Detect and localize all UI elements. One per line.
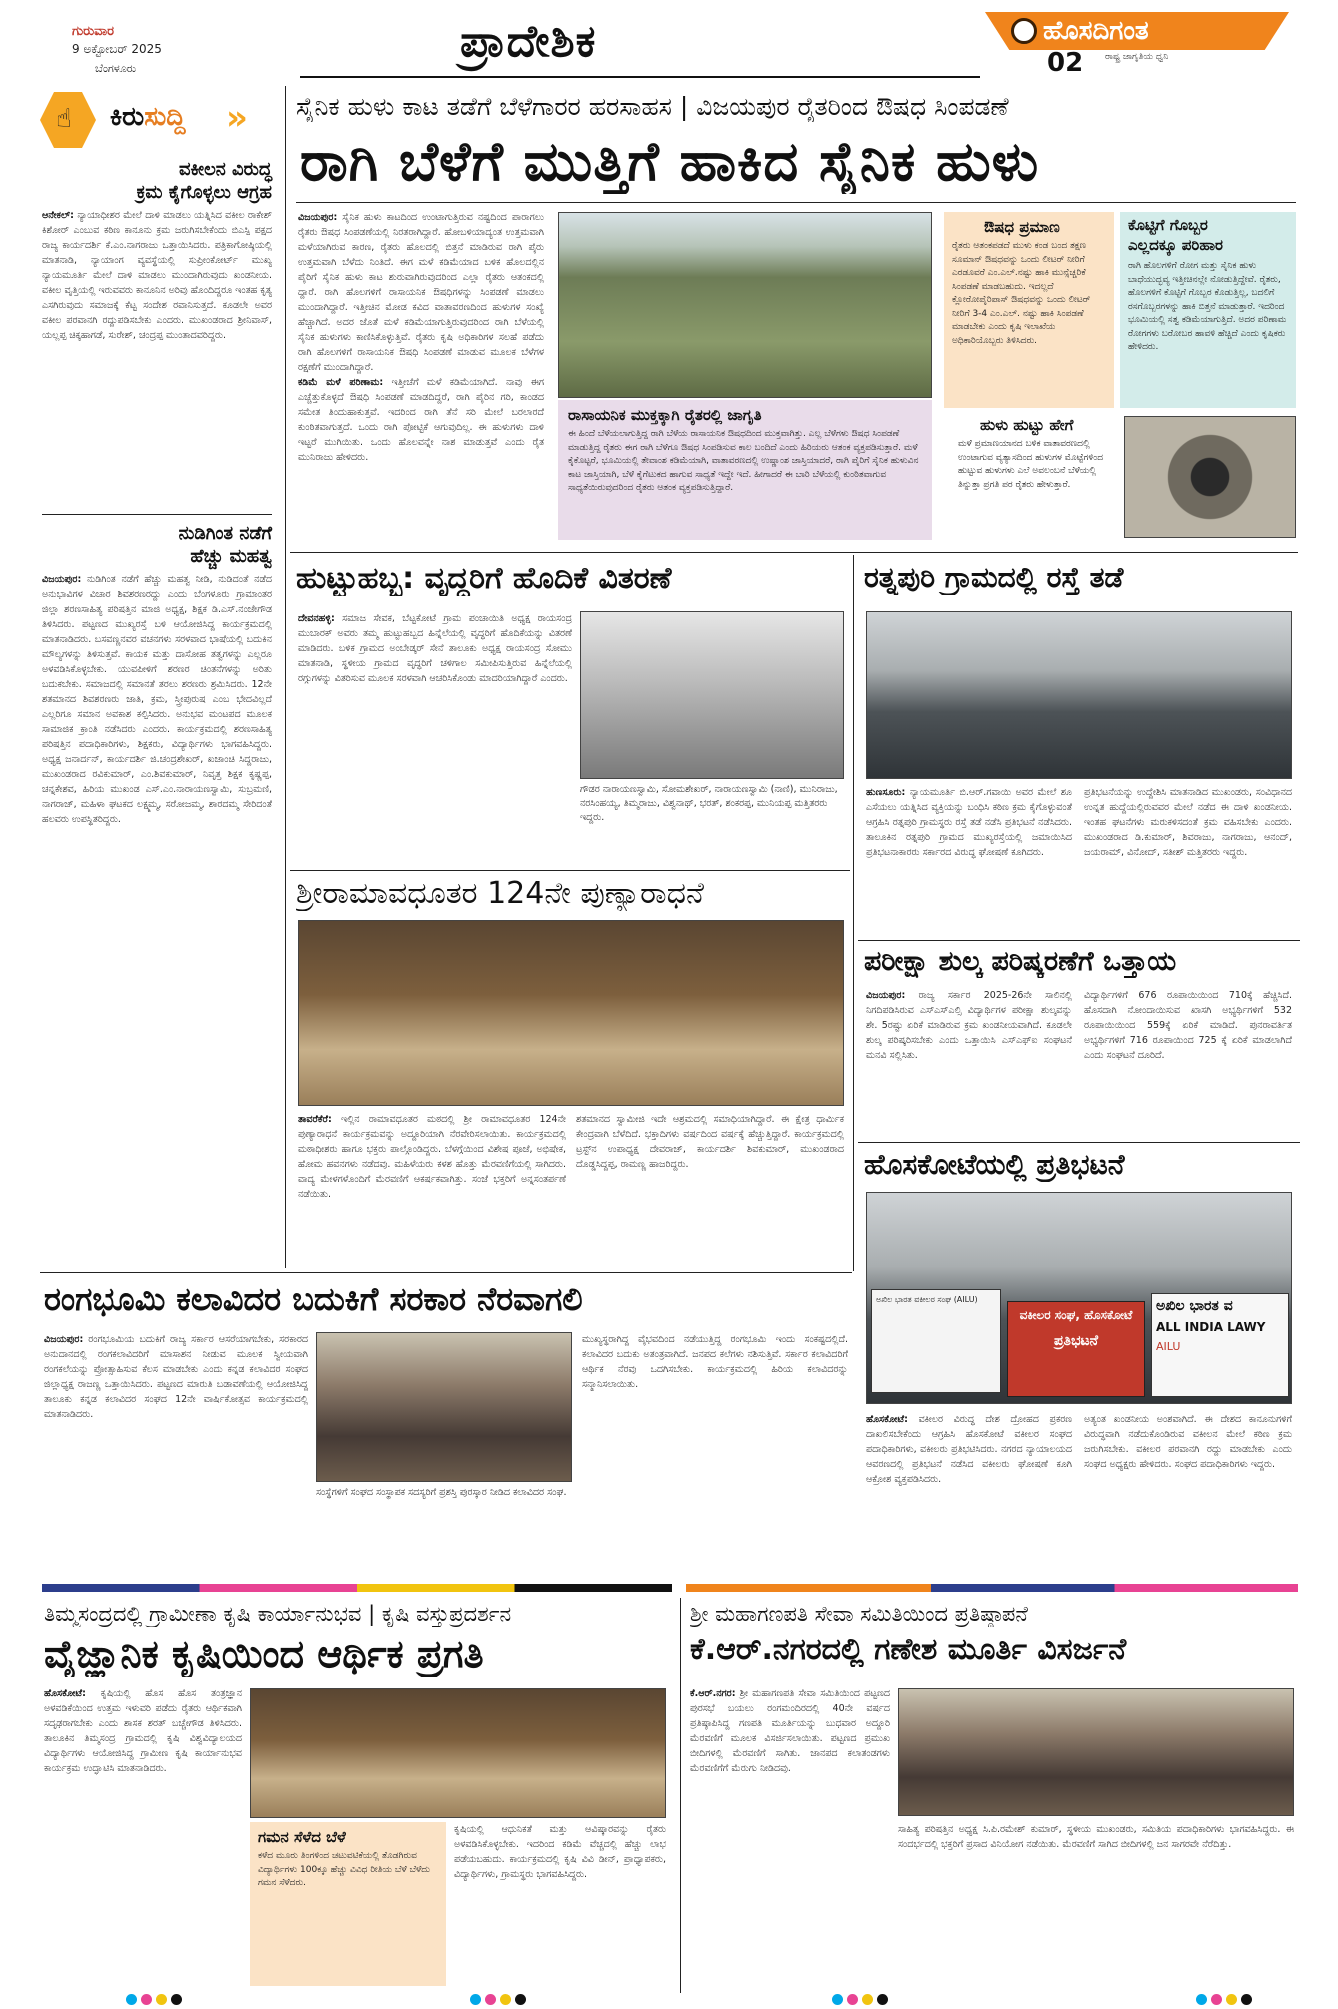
registration-dots-2 — [470, 1994, 526, 2005]
ratnapuri-photo — [866, 611, 1292, 779]
box-compensation-title-2: ಎಲ್ಲದಕ್ಕೂ ಪರಿಹಾರ — [1128, 236, 1223, 254]
brief1-dateline: ಆನೇಕಲ್: — [42, 210, 74, 221]
ganesha-body-2: ಸಾಹಿತ್ಯ ಪರಿಷತ್ತಿನ ಅಧ್ಯಕ್ಷ ಸಿ.ಪಿ.ರಮೇಶ್ ಕುಮಾರ್, ಸ್ಥಳೀಯ ಮುಖಂಡರು, ಸಮಿತಿಯ ಪದಾಧಿಕಾರಿಗಳು ಭಾಗವಹಿಸಿದ್ದರು. ಈ ಸಂದರ್ಭದಲ್ಲಿ ಭಕ್ತರಿಗೆ ಪ್ರಸಾದ ವಿನಿಯೋಗ ನಡೆಯಿತು. ಮೆರವಣಿಗೆ ಸಾಗಿದ ಬೀದಿಗಳಲ್ಲಿ ಜನ ಸಾಗರವೇ ನೆರೆದಿತ್ತು. — [898, 1824, 1294, 1850]
lead-body — [298, 210, 544, 544]
hoskote-banner-6-text: AILU — [1156, 1340, 1181, 1353]
exam-body — [866, 988, 1072, 1134]
farming-body — [44, 1686, 242, 1986]
sriramava-body — [298, 1112, 566, 1264]
dot-magenta — [847, 1994, 858, 2005]
hoskote-dateline: ಹೊಸಕೋಟೆ: — [866, 1414, 908, 1425]
box-medicine — [944, 212, 1114, 408]
dot-cyan — [1196, 1994, 1207, 2005]
hoskote-banner-5-text: ALL INDIA LAWY — [1156, 1320, 1266, 1334]
lead-dateline: ವಿಜಯಪುರ: — [298, 212, 338, 223]
exam-headline: ಪರೀಕ್ಷಾ ಶುಲ್ಕ ಪರಿಷ್ಕರಣೆಗೆ ಒತ್ತಾಯ — [864, 946, 1177, 977]
lead-photo-worm — [1124, 416, 1296, 538]
hoskote-rule-top — [858, 1142, 1300, 1143]
hoskote-banner-1-text: ಅಖಿಲ ಭಾರತ ವಕೀಲರ ಸಂಘ (AILU) — [876, 1295, 978, 1304]
brief1-headline-line2: ಕ್ರಮ ಕೈಗೊಳ್ಳಲು ಆಗ್ರಹ — [136, 182, 272, 203]
lead-story — [290, 86, 1300, 550]
brief1-headline — [40, 158, 272, 204]
dot-magenta — [1211, 1994, 1222, 2005]
blanket-body — [298, 611, 572, 861]
lifecycle-title: ಹುಳು ಹುಟ್ಟು ಹೇಗೆ — [980, 416, 1074, 434]
dot-black — [515, 1994, 526, 2005]
colour-strip-left — [42, 1584, 672, 1592]
dot-cyan — [832, 1994, 843, 2005]
chevron-right-icon: » — [226, 98, 248, 138]
sriramava-body-2: ಶತಮಾನದ ಸ್ವಾಮೀಜಿ ಇದೇ ಆಶ್ರಮದಲ್ಲಿ ಸಮಾಧಿಯಾಗಿದ್ದಾರೆ. ಈ ಕ್ಷೇತ್ರ ಧಾರ್ಮಿಕ ಕೇಂದ್ರವಾಗಿ ಬೆಳೆದಿದೆ. ಭಕ್ತಾದಿಗಳು ವರ್ಷದಿಂದ ವರ್ಷಕ್ಕೆ ಹೆಚ್ಚುತ್ತಿದ್ದಾರೆ. ಕಾರ್ಯಕ್ರಮದಲ್ಲಿ ಟ್ರಸ್ಟ್‌ನ ಉಪಾಧ್ಯಕ್ಷ ದೇವರಾಜ್, ಕಾರ್ಯದರ್ಶಿ ಶಿವಕುಮಾರ್, ಮುಖಂಡರಾದ ದೊಡ್ಡಸಿದ್ದಪ್ಪ, ರಾಮಣ್ಣ ಹಾಜರಿದ್ದರು. — [576, 1114, 844, 1170]
dot-magenta — [141, 1994, 152, 2005]
ratnapuri-body-2: ಪ್ರತಿಭಟನೆಯನ್ನು ಉದ್ದೇಶಿಸಿ ಮಾತನಾಡಿದ ಮುಖಂಡರು, ಸಂವಿಧಾನದ ಉನ್ನತ ಹುದ್ದೆಯಲ್ಲಿರುವವರ ಮೇಲೆ ನಡೆದ ಈ ದಾಳಿ ಖಂಡನೀಯ. ಇಂತಹ ಘಟನೆಗಳು ಮರುಕಳಿಸದಂತೆ ಕ್ರಮ ವಹಿಸಬೇಕು ಎಂದರು. ಮುಖಂಡರಾದ ಡಿ.ಕುಮಾರ್, ಶಿವರಾಜು, ನಾಗರಾಜು, ಆನಂದ್, ಜಯರಾಮ್, ವಿನೋದ್, ಸತೀಶ್ ಮತ್ತಿತರರು ಇದ್ದರು. — [1084, 787, 1292, 858]
date-label: 9 ಅಕ್ಟೋಬರ್ 2025 — [72, 42, 162, 56]
theatre-photo — [316, 1332, 572, 1482]
ratnapuri-body — [866, 785, 1072, 925]
brand-name: ಹೊಸದಿಗಂತ — [1043, 16, 1149, 46]
story-exam — [858, 940, 1300, 1140]
ratnapuri-text: ನ್ಯಾಯಮೂರ್ತಿ ಬಿ.ಆರ್.ಗವಾಯಿ ಅವರ ಮೇಲೆ ಶೂ ಎಸೆಯಲು ಯತ್ನಿಸಿದ ವ್ಯಕ್ತಿಯನ್ನು ಬಂಧಿಸಿ ಕಠಿಣ ಕ್ರಮ ಕೈಗೊಳ್ಳುವಂತೆ ಆಗ್ರಹಿಸಿ ರತ್ನಪುರಿ ಗ್ರಾಮಸ್ಥರು ರಸ್ತೆ ತಡೆ ನಡೆಸಿ ಪ್ರತಿಭಟನೆ ನಡೆಸಿದರು. ತಾಲೂಕಿನ ರತ್ನಪುರಿ ಗ್ರಾಮದ ಮುಖ್ಯರಸ್ತೆಯಲ್ಲಿ ಜಮಾಯಿಸಿದ ಪ್ರತಿಭಟನಾಕಾರರು ಸರ್ಕಾರದ ವಿರುದ್ಧ ಘೋಷಣೆ ಕೂಗಿದರು. — [866, 787, 1072, 858]
dot-yellow — [1226, 1994, 1237, 2005]
farming-photo — [250, 1688, 666, 1818]
brief2-headline-line2: ಹೆಚ್ಚು ಮಹತ್ವ — [190, 546, 272, 567]
dot-black — [877, 1994, 888, 2005]
ganesha-kicker: ಶ್ರೀ ಮಹಾಗಣಪತಿ ಸೇವಾ ಸಮಿತಿಯಿಂದ ಪ್ರತಿಷ್ಠಾಪನೆ — [690, 1602, 1028, 1626]
page-number: 02 — [1047, 48, 1084, 78]
brand-tagline: ರಾಷ್ಟ್ರ ಜಾಗೃತಿಯ ಧ್ವನಿ — [1105, 52, 1169, 62]
lifecycle-text: ಮಳೆ ಪ್ರಮಾಣಯಾನದ ಬಳಿಕ ವಾತಾವರಣದಲ್ಲಿ ಉಂಟಾಗುವ ವ್ಯತ್ಯಾಸದಿಂದ ಹುಳುಗಳ ಮೊಟ್ಟೆಗಳಿಂದ ಹುಟ್ಟುವ ಹುಳುಗಳು ಎಲೆ ಅವಲಂಬನೆ ಬೆಳೆಯಲ್ಲಿ ತಿನ್ನುತ್ತಾ ಪ್ರಗತಿ ಪರ ರೈತರು ಹೇಳುತ್ತಾರೆ. — [958, 439, 1104, 490]
rule-after-lead — [290, 552, 1298, 553]
thumbs-up-hand-icon: ☝ — [56, 104, 72, 134]
colour-strip-right — [686, 1584, 1298, 1592]
kirusuddi-label-b: ಸುದ್ದಿ — [144, 102, 186, 132]
registration-dots-4 — [1196, 1994, 1252, 2005]
brief2-headline-line1: ನುಡಿಗಿಂತ ನಡೆಗೆ — [178, 523, 272, 544]
story-ratnapuri — [858, 555, 1300, 935]
registration-dots-1 — [126, 1994, 182, 2005]
dot-yellow — [500, 1994, 511, 2005]
lead-headline: ರಾಗಿ ಬೆಳೆಗೆ ಮುತ್ತಿಗೆ ಹಾಕಿದ ಸೈನಿಕ ಹುಳು — [300, 130, 1040, 193]
brief1-headline-line1: ವಕೀಲನ ವಿರುದ್ಧ — [178, 159, 272, 180]
story-blanket — [290, 555, 850, 867]
ganesha-body — [690, 1686, 890, 1986]
farming-headline: ವೈಜ್ಞಾನಿಕ ಕೃಷಿಯಿಂದ ಆರ್ಥಿಕ ಪ್ರಗತಿ — [44, 1632, 484, 1676]
farming-box — [250, 1822, 446, 1986]
hoskote-headline: ಹೊಸಕೋಟೆಯಲ್ಲಿ ಪ್ರತಿಭಟನೆ — [864, 1148, 1125, 1181]
kirusuddi-label — [110, 102, 185, 133]
registration-dots-3 — [832, 1994, 888, 2005]
hoskote-banner-2-text: ವಕೀಲರ ಸಂಘ, ಹೊಸಕೋಟೆ — [1019, 1308, 1133, 1322]
story-farming — [40, 1598, 672, 1993]
hoskote-banner-1 — [871, 1289, 1001, 1393]
lead-text: ಸೈನಿಕ ಹುಳು ಕಾಟದಿಂದ ಉಂಟಾಗುತ್ತಿರುವ ನಷ್ಟದಿಂದ ಪಾರಾಗಲು ರೈತರು ಔಷಧ ಸಿಂಪಡಣೆಯಲ್ಲಿ ನಿರತರಾಗಿದ್ದಾರೆ. ಹೋಬಳಿಯಾದ್ಯಂತ ಉತ್ತಮವಾಗಿ ಮಳೆಯಾಗಿರುವ ಕಾರಣ, ರೈತರು ಹೊಲದಲ್ಲಿ ಬಿತ್ತನೆ ಮಾಡಿರುವ ರಾಗಿ ಪೈರು ಉತ್ತಮವಾಗಿ ಬೆಳೆದು ನಿಂತಿದೆ. ಈಗ ಮಳೆ ಕಡಿಮೆಯಾದ ಬಳಿಕ ಹೊಲದಲ್ಲಿನ ಪೈರಿಗೆ ಸೈನಿಕ ಹುಳು ಕಾಟ ಶುರುವಾಗಿರುವುದರಿಂದ ಎಲ್ಲಾ ರೈತರು ಆತಂಕದಲ್ಲಿ ದ್ದಾರೆ. ರಾಗಿ ಹೊಲಗಳಿಗೆ ರಾಸಾಯನಿಕ ಔಷಧಿಗಳನ್ನು ಸಿಂಪಡಣೆ ಮಾಡಲು ಮುಂದಾಗಿದ್ದಾರೆ. ಇತ್ತೀಚಿನ ಮೋಡ ಕವಿದ ವಾತಾವರಣದಿಂದ ಹುಳುಗಳ ಸಂಖ್ಯೆ ಹೆಚ್ಚಾಗಿದೆ. ಅದರ ಜೊತೆ ಮಳೆ ಕಡಿಮೆಯಾಗುತ್ತಿರುವುದರಿಂದ ರಾಗಿ ಬೆಳೆಯಲ್ಲಿ ಸೈನಿಕ ಹುಳುಗಳು ಕಾಣಿಸಿಕೊಳ್ಳುತ್ತಿವೆ. ರೈತರು ಕೃಷಿ ಅಧಿಕಾರಿಗಳ ಸಲಹೆ ಪಡೆದು ರಾಗಿ ಹೊಲಗಳಿಗೆ ರಾಸಾಯನಿಕ ಔಷಧಿ ಸಿಂಪಡಣೆ ಮಾಡುವ ಮೂಲಕ ಬೆಳೆಗಳ ರಕ್ಷಣೆಗೆ ಮುಂದಾಗಿದ್ದಾರೆ. — [298, 212, 544, 373]
box-compensation-title-1: ಕೊಟ್ಟಿಗೆ ಗೊಬ್ಬರ — [1128, 216, 1208, 234]
theatre-text: ರಂಗಭೂಮಿಯ ಬದುಕಿಗೆ ರಾಜ್ಯ ಸರ್ಕಾರ ಆಸರೆಯಾಗಬೇಕು, ಸರಕಾರದ ಅನುದಾನದಲ್ಲಿ ರಂಗಕಲಾವಿದರಿಗೆ ಮಾಸಾಶನ ನೀಡುವ ಮೂಲಕ ಸ್ವೀಯವಾಗಿ ರಂಗಕಲೆಯನ್ನು ಪ್ರೋತ್ಸಾಹಿಸುವ ಕೆಲಸ ಮಾಡಬೇಕು ಎಂದು ಕನ್ನಡ ಕಲಾವಿದರ ಸಂಘದ ಜಿಲ್ಲಾಧ್ಯಕ್ಷ ರಾಜಣ್ಣ ಒತ್ತಾಯಿಸಿದರು. ಪಟ್ಟಣದ ಮಾರುತಿ ಬಡಾವಣೆಯಲ್ಲಿ ಆಯೋಜಿಸಿದ್ದ ತಾಲೂಕು ಕನ್ನಡ ಕಲಾವಿದರ ಸಂಘದ 12ನೇ ವಾರ್ಷಿಕೋತ್ಸವ ಕಾರ್ಯಕ್ರಮದಲ್ಲಿ ಮಾತನಾಡಿದರು. — [44, 1334, 308, 1420]
story-hoskote — [858, 1142, 1300, 1597]
story-ganesha — [686, 1598, 1300, 1993]
box-compensation — [1120, 212, 1296, 408]
brand-block — [985, 8, 1289, 78]
theatre-dateline: ವಿಜಯಪುರ: — [44, 1334, 84, 1345]
brief-separator — [42, 514, 272, 515]
sriramava-rule-top — [290, 870, 850, 871]
hoskote-banner-4-text: ಅಖಿಲ ಭಾರತ ವ — [1156, 1298, 1233, 1314]
brief2-body — [42, 572, 272, 1260]
ganesha-text: ಶ್ರೀ ಮಹಾಗಣಪತಿ ಸೇವಾ ಸಮಿತಿಯಿಂದ ಪಟ್ಟಣದ ಪುರಸಭೆ ಬಯಲು ರಂಗಮಂದಿರದಲ್ಲಿ 40ನೇ ವರ್ಷದ ಪ್ರತಿಷ್ಠಾಪಿಸಿದ್ದ ಗಣಪತಿ ಮೂರ್ತಿಯನ್ನು ಬುಧವಾರ ಅದ್ದೂರಿ ಮೆರವಣಿಗೆ ಮೂಲಕ ವಿಸರ್ಜಿಸಲಾಯಿತು. ಪಟ್ಟಣದ ಪ್ರಮುಖ ಬೀದಿಗಳಲ್ಲಿ ಮೆರವಣಿಗೆ ಸಾಗಿತು. ಜಾನಪದ ಕಲಾತಂಡಗಳು ಮೆರವಣಿಗೆಗೆ ಮೆರುಗು ನೀಡಿದವು. — [690, 1688, 890, 1774]
dot-magenta — [485, 1994, 496, 2005]
lead-photo-caption-box — [558, 400, 932, 540]
brief2-text: ನುಡಿಗಿಂತ ನಡೆಗೆ ಹೆಚ್ಚು ಮಹತ್ವ ನೀಡಿ, ನುಡಿದಂತೆ ನಡೆದ ಅನುಭಾವಿಗಳ ವಿಚಾರ ಶಿವಶರಣರದ್ದು ಎಂದು ಬೆಂಗಳೂರು ಗ್ರಾಮಾಂತರ ಜಿಲ್ಲಾ ಶರಣಸಾಹಿತ್ಯ ಪರಿಷತ್ತಿನ ಮಾಜಿ ಅಧ್ಯಕ್ಷ, ಶಿಕ್ಷಕ ಡಿ.ಎಸ್.ನಂಜೇಗೌಡ ತಿಳಿಸಿದರು. ಪಟ್ಟಣದ ಮುಖ್ಯರಸ್ತೆ ಬಳಿ ಆಯೋಜಿಸಿದ್ದ ಕಾರ್ಯಕ್ರಮದಲ್ಲಿ ಮಾತನಾಡಿದರು. ಬಸವಣ್ಣನವರ ವಚನಗಳು ಸರಳವಾದ ಭಾಷೆಯಲ್ಲಿ ಬದುಕಿನ ಮೌಲ್ಯಗಳನ್ನು ತಿಳಿಸುತ್ತವೆ. ಕಾಯಕ ಮತ್ತು ದಾಸೋಹ ತತ್ವಗಳನ್ನು ಎಲ್ಲರೂ ಅಳವಡಿಸಿಕೊಳ್ಳಬೇಕು. ಯುವಪೀಳಿಗೆ ಶರಣರ ಚಿಂತನೆಗಳನ್ನು ಅರಿತು ಬದುಕಬೇಕು. ಸಮಾಜದಲ್ಲಿ ಸಮಾನತೆ ತರಲು ಶರಣರು ಶ್ರಮಿಸಿದರು. 12ನೇ ಶತಮಾನದ ಶಿವಶರಣರು ಜಾತಿ, ಕ್ರಮ, ಸ್ತ್ರೀಪುರುಷ ಎಂಬ ಭೇದವಿಲ್ಲದೆ ಎಲ್ಲರಿಗೂ ಸಮಾನ ಅವಕಾಶ ಕಲ್ಪಿಸಿದರು. ಅನುಭವ ಮಂಟಪದ ಮೂಲಕ ಸಾಮಾಜಿಕ ಕ್ರಾಂತಿ ನಡೆಸಿದರು ಎಂದರು. ಕಾರ್ಯಕ್ರಮದಲ್ಲಿ ಶರಣಸಾಹಿತ್ಯ ಪರಿಷತ್ತಿನ ಪದಾಧಿಕಾರಿಗಳು, ಶಿಕ್ಷಕರು, ವಿದ್ಯಾರ್ಥಿಗಳು ಭಾಗವಹಿಸಿದ್ದರು. ಅಧ್ಯಕ್ಷ ಜನಾರ್ದನ್, ಕಾರ್ಯದರ್ಶಿ ಜಿ.ಚಂದ್ರಶೇಖರ್, ಖಜಾಂಚಿ ಸಿದ್ದರಾಜು, ಮುಖಂಡರಾದ ರವಿಕುಮಾರ್, ಎಂ.ಶಿವಕುಮಾರ್, ನಿವೃತ್ತ ಶಿಕ್ಷಕ ಕೃಷ್ಣಪ್ಪ, ಚನ್ನಕೇಶವ, ಹಿರಿಯ ಮುಖಂಡ ಎಸ್.ಎಂ.ನಾರಾಯಣಸ್ವಾಮಿ, ಸುಬ್ರಮಣಿ, ನಾಗರಾಜ್, ಮಹಿಳಾ ಘಟಕದ ಲಕ್ಷ್ಮಮ್ಮ, ಸರೋಜಮ್ಮ, ಶಾರದಮ್ಮ ಸೇರಿದಂತೆ ಹಲವರು ಉಪಸ್ಥಿತರಿದ್ದರು. — [42, 574, 272, 825]
dot-cyan — [126, 1994, 137, 2005]
sriramava-photo — [298, 920, 844, 1106]
hoskote-banner-2 — [1007, 1301, 1145, 1397]
hoskote-body-2: ಅತ್ಯಂತ ಖಂಡನೀಯ ಅಂಶವಾಗಿದೆ. ಈ ದೇಶದ ಕಾನೂನುಗಳಿಗೆ ವಿರುದ್ಧವಾಗಿ ನಡೆದುಕೊಂಡಿರುವ ವಕೀಲನ ಮೇಲೆ ಕಠಿಣ ಕ್ರಮ ಜರುಗಿಸಬೇಕು. ವಕೀಲರ ಪರವಾನಗಿ ರದ್ದು ಮಾಡಬೇಕು ಎಂದು ಸಂಘದ ಅಧ್ಯಕ್ಷರು ಹೇಳಿದರು. ಸಂಘದ ಪದಾಧಿಕಾರಿಗಳು ಇದ್ದರು. — [1084, 1414, 1292, 1470]
city-label: ಬೆಂಗಳೂರು — [95, 62, 137, 75]
farming-text: ಕೃಷಿಯಲ್ಲಿ ಹೊಸ ಹೊಸ ತಂತ್ರಜ್ಞಾನ ಅಳವಡಿಕೆಯಿಂದ ಉತ್ತಮ ಇಳುವರಿ ಪಡೆದು ರೈತರು ಆರ್ಥಿಕವಾಗಿ ಸದೃಢರಾಗಬೇಕು ಎಂದು ಶಾಸಕ ಶರತ್ ಬಚ್ಚೇಗೌಡ ತಿಳಿಸಿದರು. ತಾಲೂಕಿನ ತಿಮ್ಮಸಂದ್ರ ಗ್ರಾಮದಲ್ಲಿ ಕೃಷಿ ವಿಶ್ವವಿದ್ಯಾಲಯದ ವಿದ್ಯಾರ್ಥಿಗಳು ಆಯೋಜಿಸಿದ್ದ ಗ್ರಾಮೀಣ ಕೃಷಿ ಕಾರ್ಯಾನುಭವ ಕಾರ್ಯಕ್ರಮ ಉದ್ಘಾಟಿಸಿ ಮಾತನಾಡಿದರು. — [44, 1688, 242, 1774]
box-medicine-text: ರೈತರು ಆತಂಕಪಡದೆ ಮುಳು ಕಂಡ ಬಂದ ತಕ್ಷಣ ಸೂಮಾನ್ ಔಷಧವನ್ನು ಒಂದು ಲೀಟರ್ ನೀರಿಗೆ ಎರಡೂವರೆ ಎಂ.ಎಲ್.ನಷ್ಟು ಹಾಕಿ ಮುನ್ಸೆಚ್ಚರಿಕೆ ಸಿಂಪಡಣೆ ಮಾಡಬಹುದು. ಇದಲ್ಲದೆ ಕ್ಲೋರೋಪೈರಿಪಾಸ್ ಔಷಧವನ್ನು ಒಂದು ಲೀಟರ್ ನೀರಿಗೆ 3-4 ಎಂ.ಎಲ್. ನಷ್ಟು ಹಾಕಿ ಸಿಂಪಡಣೆ ಮಾಡಬೇಕು ಎಂದು ಕೃಷಿ ಇಲಾಖೆಯ ಅಧಿಕಾರಿಯೊಬ್ಬರು ತಿಳಿಸಿದರು. — [952, 241, 1091, 346]
masthead-rule-left — [300, 76, 980, 78]
brief2-dateline: ವಿಜಯಪುರ: — [42, 574, 82, 585]
exam-body-2: ವಿದ್ಯಾರ್ಥಿಗಳಿಗೆ 676 ರೂಪಾಯಿಯಿಂದ 710ಕ್ಕೆ ಹೆಚ್ಚಿಸಿದೆ. ಹೊಸದಾಗಿ ನೋಂದಾಯಿಸುವ ಖಾಸಗಿ ಅಭ್ಯರ್ಥಿಗಳಿಗೆ 532 ರೂಪಾಯಿಯಿಂದ 559ಕ್ಕೆ ಏರಿಕೆ ಮಾಡಿದೆ. ಪುನರಾವರ್ತಿತ ಅಭ್ಯರ್ಥಿಗಳಿಗೆ 716 ರೂಪಾಯಿಂದ 725 ಕ್ಕೆ ಏರಿಕೆ ಮಾಡಲಾಗಿದೆ ಎಂದು ಸಂಘಟನೆ ದೂರಿದೆ. — [1084, 990, 1292, 1061]
bottom-mid-rule — [680, 1598, 681, 1993]
ganesha-headline: ಕೆ.ಆರ್.ನಗರದಲ್ಲಿ ಗಣೇಶ ಮೂರ್ತಿ ವಿಸರ್ಜನೆ — [690, 1632, 1127, 1667]
story-theatre — [40, 1272, 852, 1597]
blanket-text: ಸಮಾಜ ಸೇವಕ, ಬೆಟ್ಟಕೋಟೆ ಗ್ರಾಮ ಪಂಚಾಯಿತಿ ಅಧ್ಯಕ್ಷ ರಾಯಸಂದ್ರ ಮುಬಾರಕ್ ಅವರು ತಮ್ಮ ಹುಟ್ಟುಹಬ್ಬದ ಹಿನ್ನೆಲೆಯಲ್ಲಿ ವೃದ್ಧರಿಗೆ ಹೊದಿಕೆಯನ್ನು ವಿತರಣೆ ಮಾಡಿದರು. ಬಳಿಕ ಗ್ರಾಮದ ಅಂಬೇಡ್ಕರ್ ಸೇನೆ ತಾಲೂಕು ಅಧ್ಯಕ್ಷ ರಾಯಸಂದ್ರ ಸೋಮು ಮಾತನಾಡಿ, ಸ್ಥಳೀಯ ಗ್ರಾಮದ ವೃದ್ಧರಿಗೆ ಚಳಿಗಾಲ ಸಮೀಪಿಸುತ್ತಿರುವ ಹಿನ್ನೆಲೆಯಲ್ಲಿ ರಗ್ಗುಗಳನ್ನು ವಿತರಿಸುವ ಮೂಲಕ ಸರಳವಾಗಿ ಆಚರಿಸಿಕೊಂಡು ಮಾದರಿಯಾಗಿದ್ದಾರೆ ಎಂದರು. — [298, 613, 572, 684]
left-column-rule — [285, 86, 286, 1268]
brief2-headline — [40, 522, 272, 568]
exam-text: ರಾಜ್ಯ ಸರ್ಕಾರ 2025-26ನೇ ಸಾಲಿನಲ್ಲಿ ನಿಗದಿಪಡಿಸಿರುವ ಎಸ್ಎಸ್ಎಲ್ಸಿ ವಿದ್ಯಾರ್ಥಿಗಳ ಪರೀಕ್ಷಾ ಶುಲ್ಕವನ್ನು ಶೇ. 5ರಷ್ಟು ಏರಿಕೆ ಮಾಡಿರುವ ಕ್ರಮ ಖಂಡನೀಯವಾಗಿದೆ. ಕೂಡಲೇ ಶುಲ್ಕ ಪರಿಷ್ಕರಿಸಬೇಕು ಎಂದು ಒತ್ತಾಯಿಸಿ ಎಸ್ಎಫ್ಐ ಸಂಘಟನೆ ಮನವಿ ಸಲ್ಲಿಸಿತು. — [866, 990, 1072, 1061]
lead-rule — [296, 202, 1296, 203]
mid-rule-1 — [853, 555, 854, 1271]
dot-cyan — [470, 1994, 481, 2005]
hoskote-body — [866, 1412, 1072, 1590]
exam-rule-top — [858, 940, 1300, 941]
dot-yellow — [156, 1994, 167, 2005]
brand-logo-icon — [1011, 18, 1037, 44]
hoskote-text: ವಕೀಲರ ವಿರುದ್ಧ ದೇಶ ದ್ರೋಹದ ಪ್ರಕರಣ ದಾಖಲಿಸಬೇಕೆಂದು ಆಗ್ರಹಿಸಿ ಹೊಸಕೋಟೆ ವಕೀಲರ ಸಂಘದ ಪದಾಧಿಕಾರಿಗಳು, ವಕೀಲರು ಪ್ರತಿಭಟಿಸಿದರು. ನಗರದ ನ್ಯಾಯಾಲಯದ ಆವರಣದಲ್ಲಿ ಪ್ರತಿಭಟನೆ ನಡೆಸಿದ ವಕೀಲರು ಘೋಷಣೆ ಕೂಗಿ ಆಕ್ರೋಶ ವ್ಯಕ್ತಪಡಿಸಿದರು. — [866, 1414, 1072, 1485]
blanket-photo — [580, 611, 844, 779]
theatre-rule-top — [40, 1272, 852, 1273]
dot-yellow — [862, 1994, 873, 2005]
dot-black — [171, 1994, 182, 2005]
day-label: ಗುರುವಾರ — [72, 24, 114, 39]
blanket-caption: ಗೌಡರ ನಾರಾಯಣಸ್ವಾಮಿ, ಸೋಮಶೇಖರ್, ನಾರಾಯಣಸ್ವಾಮಿ (ನಾಣಿ), ಮುನಿರಾಜು, ನರಸಿಂಹಯ್ಯ, ತಿಮ್ಮರಾಜು, ವಿಶ್ವನಾಥ್, ಭರತ್, ಶಂಕರಪ್ಪ, ಮುನಿಯಪ್ಪ ಮತ್ತಿತರರು ಇದ್ದರು. — [580, 784, 838, 823]
box-compensation-text: ರಾಗಿ ಹೊಲಗಳಿಗೆ ರೋಗ ಮತ್ತು ಸೈನಿಕ ಹುಳು ಬಾಧೆಯುದ್ಭವ್ಯ ಇತ್ತೀಚಿನಲ್ಲೇ ನೋಡುತ್ತಿದ್ದೇವೆ. ರೈತರು, ಹೊಲಗಳಿಗೆ ಕೊಟ್ಟಿಗೆ ಗೊಬ್ಬರ ಕೊಡುತ್ತಿಲ್ಲ, ಬದಲಿಗೆ ರಸಗೊಬ್ಬರಗಳನ್ನು ಹಾಕಿ ಬಿತ್ತನೆ ಮಾಡುತ್ತಾರೆ. ಇದರಿಂದ ಭೂಮಿಯಲ್ಲಿ ಸತ್ವ ಕಡಿಮೆಯಾಗುತ್ತಿದೆ. ಅದರ ಪರಿಣಾಮ ರೋಗಗಳು ಬರೋಬರ ಹಾವಳಿ ಹೆಚ್ಚಿದೆ ಎಂದು ಕೃಷಿಕರು ಹೇಳಿದರು. — [1128, 261, 1287, 352]
blanket-headline: ಹುಟ್ಟುಹಬ್ಬ: ವೃದ್ಧರಿಗೆ ಹೊದಿಕೆ ವಿತರಣೆ — [296, 561, 672, 596]
sriramava-headline: ಶ್ರೀರಾಮಾವಧೂತರ 124ನೇ ಪುಣ್ಯಾರಾಧನೆ — [296, 876, 704, 911]
hoskote-banner-3-text: ಪ್ರತಿಭಟನೆ — [1053, 1333, 1099, 1349]
farming-body-2: ಕೃಷಿಯಲ್ಲಿ ಆಧುನಿಕತೆ ಮತ್ತು ಆವಿಷ್ಕಾರವನ್ನು ರೈತರು ಅಳವಡಿಸಿಕೊಳ್ಳಬೇಕು. ಇದರಿಂದ ಕಡಿಮೆ ವೆಚ್ಚದಲ್ಲಿ ಹೆಚ್ಚು ಲಾಭ ಪಡೆಯಬಹುದು. ಕಾರ್ಯಕ್ರಮದಲ್ಲಿ ಕೃಷಿ ವಿವಿ ಡೀನ್, ಪ್ರಾಧ್ಯಾಪಕರು, ವಿದ್ಯಾರ್ಥಿಗಳು, ಗ್ರಾಮಸ್ಥರು ಭಾಗವಹಿಸಿದ್ದರು. — [454, 1824, 666, 1880]
dot-black — [1241, 1994, 1252, 2005]
ratnapuri-headline: ರತ್ನಪುರಿ ಗ್ರಾಮದಲ್ಲಿ ರಸ್ತೆ ತಡೆ — [864, 561, 1124, 594]
lead-caption-text: ಈ ಹಿಂದೆ ಬೆಳೆಯಲಾಗುತ್ತಿದ್ದ ರಾಗಿ ಬೆಳೆಯ ರಾಸಾಯನಿಕ ಔಷಧದಿಂದ ಮುಕ್ತವಾಗಿತ್ತು. ಎಲ್ಲ ಬೆಳೆಗಳು ಔಷಧ ಸಿಂಪಡಣೆ ಮಾಡುತ್ತಿದ್ದ ರೈತರು ಈಗ ರಾಗಿ ಬೆಳೆಗೂ ಔಷಧ ಸಿಂಪಡಿಸುವ ಕಾಲ ಬಂದಿದೆ ಎಂದು ಹಿರಿಯರು ಆತಂಕ ವ್ಯಕ್ತಪಡಿಸುತ್ತಾರೆ. ಮಳೆ ಕೈಕೊಟ್ಟರೆ, ಭೂಮಿಯಲ್ಲಿ ತೇವಾಂಶ ಕಡಿಮೆಯಾಗಿ, ವಾತಾವರಣದಲ್ಲಿ ಉಷ್ಣಾಂಶ ಜಾಸ್ತಿಯಾದರೆ, ರಾಗಿ ಪೈರಿಗೆ ಸೈನಿಕ ಹುಳುವಿನ ಕಾಟ ಜಾಸ್ತಿಯಾಗಿ, ಬೆಳೆ ಕೈಗೆಟುಕದ ಹಾಗುವ ಸಾಧ್ಯತೆ ಇದ್ದೇ ಇದೆ. ಹೀಗಾದರೆ ಈ ಬಾರಿ ಬೆಳೆಯಲ್ಲಿ ಕುಂಠಿತವಾಗುವ ಸಾಧ್ಯತೆಯಿರುವುದರಿಂದ ರೈತರು ಆತಂಕ ವ್ಯಕ್ತಪಡಿಸುತ್ತಿದ್ದಾರೆ. — [568, 429, 919, 493]
ganesha-dateline: ಕೆ.ಆರ್.ನಗರ: — [690, 1688, 736, 1699]
theatre-body — [44, 1332, 308, 1590]
sriramava-dateline: ತಾವರೆಕೆರೆ: — [298, 1114, 332, 1125]
ganesha-photo — [898, 1688, 1294, 1816]
hoskote-banner-3 — [1151, 1293, 1289, 1397]
lead-text2: ಇತ್ತೀಚೆಗೆ ಮಳೆ ಕಡಿಮೆಯಾಗಿದೆ. ನಾವು ಈಗ ಎಚ್ಚೆತ್ತುಕೊಳ್ಳದೆ ಔಷಧಿ ಸಿಂಪಡಣೆ ಮಾಡದಿದ್ದರೆ, ರಾಗಿ ಪೈರಿನ ಗರಿ, ಕಾಂಡದ ಸಮೇತ ತಿಂದುಹಾಕುತ್ತವೆ. ಇದರಿಂದ ರಾಗಿ ತೆನೆ ಸರಿ ಮೇಲೆ ಬರಲಾರದೆ ಕುಂಠಿತವಾಗುತ್ತದೆ. ಒಂದು ರಾಗಿ ಪೋಟ್ಟಿಕೆ ಆಗುವುದಿಲ್ಲ. ಈ ಹುಳುಗಳು ದಾಳಿ ಇಟ್ಟರೆ ಮುಗಿಯಿತು. ಒಂದು ಹೊಲವನ್ನೇ ನಾಶ ಮಾಡುತ್ತವೆ ಎಂದು ರೈತ ಮುನಿರಾಜು ಹೇಳಿದರು. — [298, 377, 544, 463]
sriramava-text: ಇಲ್ಲಿನ ರಾಮಾವಧೂತರ ಮಠದಲ್ಲಿ ಶ್ರೀ ರಾಮಾವಧೂತರ 124ನೇ ಪುಣ್ಯಾರಾಧನೆ ಕಾರ್ಯಕ್ರಮವನ್ನು ಅದ್ದೂರಿಯಾಗಿ ನೆರವೇರಿಸಲಾಯಿತು. ಕಾರ್ಯಕ್ರಮದಲ್ಲಿ ಮಠಾಧೀಶರು ಹಾಗೂ ಭಕ್ತರು ಪಾಲ್ಗೊಂಡಿದ್ದರು. ಬೆಳಗ್ಗೆಯಿಂದ ವಿಶೇಷ ಪೂಜೆ, ಅಭಿಷೇಕ, ಹೋಮ ಹವನಗಳು ನಡೆದವು. ಮಹಿಳೆಯರು ಕಳಶ ಹೊತ್ತು ಮೆರವಣಿಗೆಯಲ್ಲಿ ಸಾಗಿದರು. ವಾದ್ಯ ಮೇಳಗಳೊಂದಿಗೆ ಮೆರವಣಿಗೆ ಆಕರ್ಷಕವಾಗಿತ್ತು. ಸಂಜೆ ಭಕ್ತರಿಗೆ ಅನ್ನಸಂತರ್ಪಣೆ ನಡೆಯಿತು. — [298, 1114, 566, 1200]
farming-box-text: ಕಳೆದ ಮೂರು ತಿಂಗಳಿಂದ ಚಟುವಟಿಕೆಯಲ್ಲಿ ತೊಡಗಿರುವ ವಿದ್ಯಾರ್ಥಿಗಳು 100ಕ್ಕೂ ಹೆಚ್ಚು ವಿವಿಧ ರೀತಿಯ ಬೆಳೆ ಬೆಳೆದು ಗಮನ ಸೆಳೆದರು. — [258, 1851, 430, 1888]
kirusuddi-badge — [40, 92, 260, 148]
lead-subhead: ಕಡಿಮೆ ಮಳೆ ಪರಿಣಾಮ: — [298, 377, 384, 388]
kirusuddi-label-a: ಕಿರು — [110, 102, 145, 132]
lead-kicker: ಸೈನಿಕ ಹುಳು ಕಾಟ ತಡೆಗೆ ಬೆಳೆಗಾರರ ಹರಸಾಹಸ | ವಿಜಯಪುರ ರೈತರಿಂದ ಔಷಧ ಸಿಂಪಡಣೆ — [296, 92, 1009, 121]
brief1-text: ನ್ಯಾಯಾಧೀಶರ ಮೇಲೆ ದಾಳಿ ಮಾಡಲು ಯತ್ನಿಸಿದ ವಕೀಲ ರಾಕೇಶ್ ಕಿಶೋರ್ ಎಂಬುವ ಕಠಿಣ ಕಾನೂನು ಕ್ರಮ ಜರುಗಿಸಬೇಕೆಂದು ಬಿಎಸ್ಪಿ ಪಕ್ಷದ ರಾಜ್ಯ ಕಾರ್ಯದರ್ಶಿ ಕೆ.ಎಂ.ನಾಗರಾಜು ಒತ್ತಾಯಿಸಿದರು. ಪತ್ರಿಕಾಗೋಷ್ಠಿಯಲ್ಲಿ ಮಾತನಾಡಿ, ನ್ಯಾಯಾಂಗ ವ್ಯವಸ್ಥೆಯಲ್ಲಿ ಸುಪ್ರೀಂಕೋರ್ಟ್ ಮುಖ್ಯ ನ್ಯಾಯಮೂರ್ತಿ ಮೇಲೆ ದಾಳಿ ಮಾಡಲು ಮುಂದಾಗಿರುವುದು ಖಂಡನೀಯ. ವಕೀಲ ವೃತ್ತಿಯಲ್ಲಿ ಇರುವವರು ಕಾನೂನಿನ ಅರಿವು ಹೊಂದಿದ್ದರೂ ಇಂತಹ ಕೃತ್ಯ ಎಸಗಿರುವುದು ಸಮಾಜಕ್ಕೆ ಕೆಟ್ಟ ಸಂದೇಶ ರವಾನಿಸುತ್ತದೆ. ಕೂಡಲೇ ಅವರ ವಕೀಲ ಪರವಾನಗಿ ರದ್ದುಪಡಿಸಬೇಕು ಎಂದರು. ಮುಖಂಡರಾದ ಶ್ರೀನಿವಾಸ್, ಯಲ್ಲಪ್ಪ ಚಿಕ್ಕಹಾಗಡೆ, ಸುರೇಶ್, ಚಂದ್ರಪ್ಪ ಮುಂತಾದವರಿದ್ದರು. — [42, 210, 272, 341]
lead-photo-ragi-field — [558, 212, 932, 398]
kirusuddi-column — [0, 86, 282, 1268]
theatre-caption: ಸಂಸ್ಥೆಗಳಿಗೆ ಸಂಘದ ಸಂಸ್ಥಾಪಕ ಸದಸ್ಯರಿಗೆ ಪ್ರಶಸ್ತಿ ಪುರಸ್ಕಾರ ನೀಡಿದ ಕಲಾವಿದರ ಸಂಘ. — [316, 1487, 567, 1498]
masthead — [0, 0, 1338, 86]
exam-dateline: ವಿಜಯಪುರ: — [866, 990, 906, 1001]
blanket-dateline: ದೇವನಹಳ್ಳಿ: — [298, 613, 335, 624]
lead-caption-title: ರಾಸಾಯನಿಕ ಮುಕ್ತಕ್ಕಾಗಿ ರೈತರಲ್ಲಿ ಜಾಗೃತಿ — [568, 406, 762, 424]
box-medicine-title: ಔಷಧ ಪ್ರಮಾಣ — [984, 218, 1060, 236]
farming-box-title: ಗಮನ ಸೆಳೆದ ಬೆಳೆ — [258, 1828, 346, 1846]
ratnapuri-dateline: ಹುಣಸೂರು: — [866, 787, 906, 798]
farming-kicker: ತಿಮ್ಮಸಂದ್ರದಲ್ಲಿ ಗ್ರಾಮೀಣಾ ಕೃಷಿ ಕಾರ್ಯಾನುಭವ | ಕೃಷಿ ವಸ್ತುಪ್ರದರ್ಶನ — [44, 1602, 512, 1626]
farming-dateline: ಹೊಸಕೋಟೆ: — [44, 1688, 86, 1699]
section-title: ಪ್ರಾದೇಶಿಕ — [460, 16, 597, 67]
story-sriramava — [290, 870, 850, 1270]
theatre-headline: ರಂಗಭೂಮಿ ಕಲಾವಿದರ ಬದುಕಿಗೆ ಸರಕಾರ ನೆರವಾಗಲಿ — [44, 1280, 583, 1318]
theatre-body-2: ಮುಖ್ಯಸ್ಥರಾಗಿದ್ದ ವೈಭವದಿಂದ ನಡೆಯುತ್ತಿದ್ದ ರಂಗಭೂಮಿ ಇಂದು ಸಂಕಷ್ಟದಲ್ಲಿದೆ. ಕಲಾವಿದರ ಬದುಕು ಅತಂತ್ರವಾಗಿದೆ. ಜನಪದ ಕಲೆಗಳು ನಶಿಸುತ್ತಿವೆ. ಸರ್ಕಾರ ಕಲಾವಿದರಿಗೆ ಆರ್ಥಿಕ ನೆರವು ಒದಗಿಸಬೇಕು. ಕಾರ್ಯಕ್ರಮದಲ್ಲಿ ಹಿರಿಯ ಕಲಾವಿದರನ್ನು ಸನ್ಮಾನಿಸಲಾಯಿತು. — [582, 1334, 848, 1390]
hoskote-photo — [866, 1192, 1292, 1404]
